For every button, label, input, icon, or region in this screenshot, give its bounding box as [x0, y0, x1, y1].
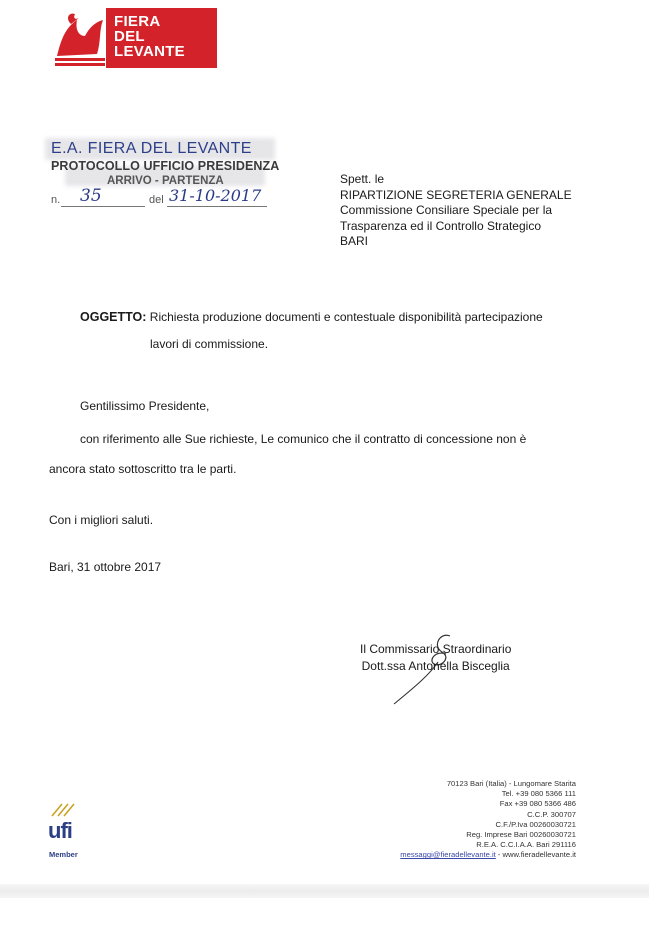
stamp-office: PROTOCOLLO UFFICIO PRESIDENZA [51, 159, 280, 173]
footer-address: 70123 Bari (Italia) - Lungomare Starita [446, 779, 576, 788]
stamp-number: 35 [80, 186, 102, 206]
footer-web-line [360, 850, 576, 860]
protocol-stamp [45, 128, 315, 218]
ship-icon [51, 10, 107, 68]
stamp-date: 31-10-2017 [169, 186, 262, 205]
closing: Con i migliori saluti. [49, 513, 154, 527]
footer-ccp: C.C.P. 300707 [527, 809, 576, 819]
subject-text-continued: lavori di commissione. [150, 337, 269, 351]
subject-label: OGGETTO: [80, 310, 147, 324]
subject-text: Richiesta produzione documenti e contestuale disponibilità partecipazione [146, 310, 543, 324]
recipient-salutation: Spett. le [340, 172, 385, 186]
logo-line-2: DEL [114, 28, 145, 45]
stamp-date-label: del [149, 194, 164, 206]
footer-reg-imprese: Reg. Imprese Bari 00260030721 [466, 830, 576, 840]
signatory-name: Dott.ssa Antonella Bisceglia [361, 659, 510, 673]
footer-tel: Tel. +39 080 5366 111 [501, 789, 576, 799]
recipient-commission-2: Trasparenza ed il Controllo Strategico [340, 218, 541, 233]
recipient-city: BARI [340, 234, 369, 249]
body-paragraph-line-1: con riferimento alle Sue richieste, Le comunico che il contratto di concessione non è [80, 432, 527, 446]
footer-cf: C.F./P.Iva 00260030721 [495, 819, 576, 829]
greeting: Gentilissimo Presidente, [80, 399, 210, 413]
signatory-title: Il Commissario Straordinario [360, 642, 512, 656]
ufi-swoosh-icon [50, 800, 80, 818]
logo-text [114, 14, 185, 59]
stamp-number-line [61, 206, 145, 207]
recipient-block [340, 172, 572, 250]
place-date: Bari, 31 ottobre 2017 [49, 560, 162, 574]
footer-website-link[interactable]: www.fieradellevante.it [502, 850, 576, 860]
stamp-number-label: n. [51, 194, 61, 206]
recipient-commission: Commissione Consiliare Speciale per la [340, 203, 553, 218]
recipient-department: RIPARTIZIONE SEGRETERIA GENERALE [340, 187, 572, 202]
logo-line-1: FIERA [114, 13, 161, 30]
footer-separator: - [495, 850, 503, 860]
ufi-text: ufi [48, 818, 72, 843]
signature-block [360, 641, 511, 675]
fiera-del-levante-logo [51, 8, 217, 68]
footer-email-link[interactable]: messaggi@fieradellevante.it [400, 850, 496, 860]
stamp-title: E.A. FIERA DEL LEVANTE [51, 140, 252, 157]
scan-artifact-band [0, 884, 649, 898]
footer-fax: Fax +39 080 5366 486 [499, 799, 576, 809]
stamp-arrivo-partenza: ARRIVO - PARTENZA [107, 175, 224, 187]
body-paragraph-line-2: ancora stato sottoscritto tra le parti. [49, 462, 237, 476]
logo-line-3: LEVANTE [114, 43, 185, 60]
ufi-member-label: Member [49, 850, 78, 859]
stamp-date-line [167, 206, 267, 207]
footer-contacts [360, 779, 576, 861]
ufi-member-logo [48, 800, 98, 860]
subject-line [80, 310, 543, 324]
footer-rea: R.E.A. C.C.I.A.A. Bari 291116 [476, 840, 576, 850]
